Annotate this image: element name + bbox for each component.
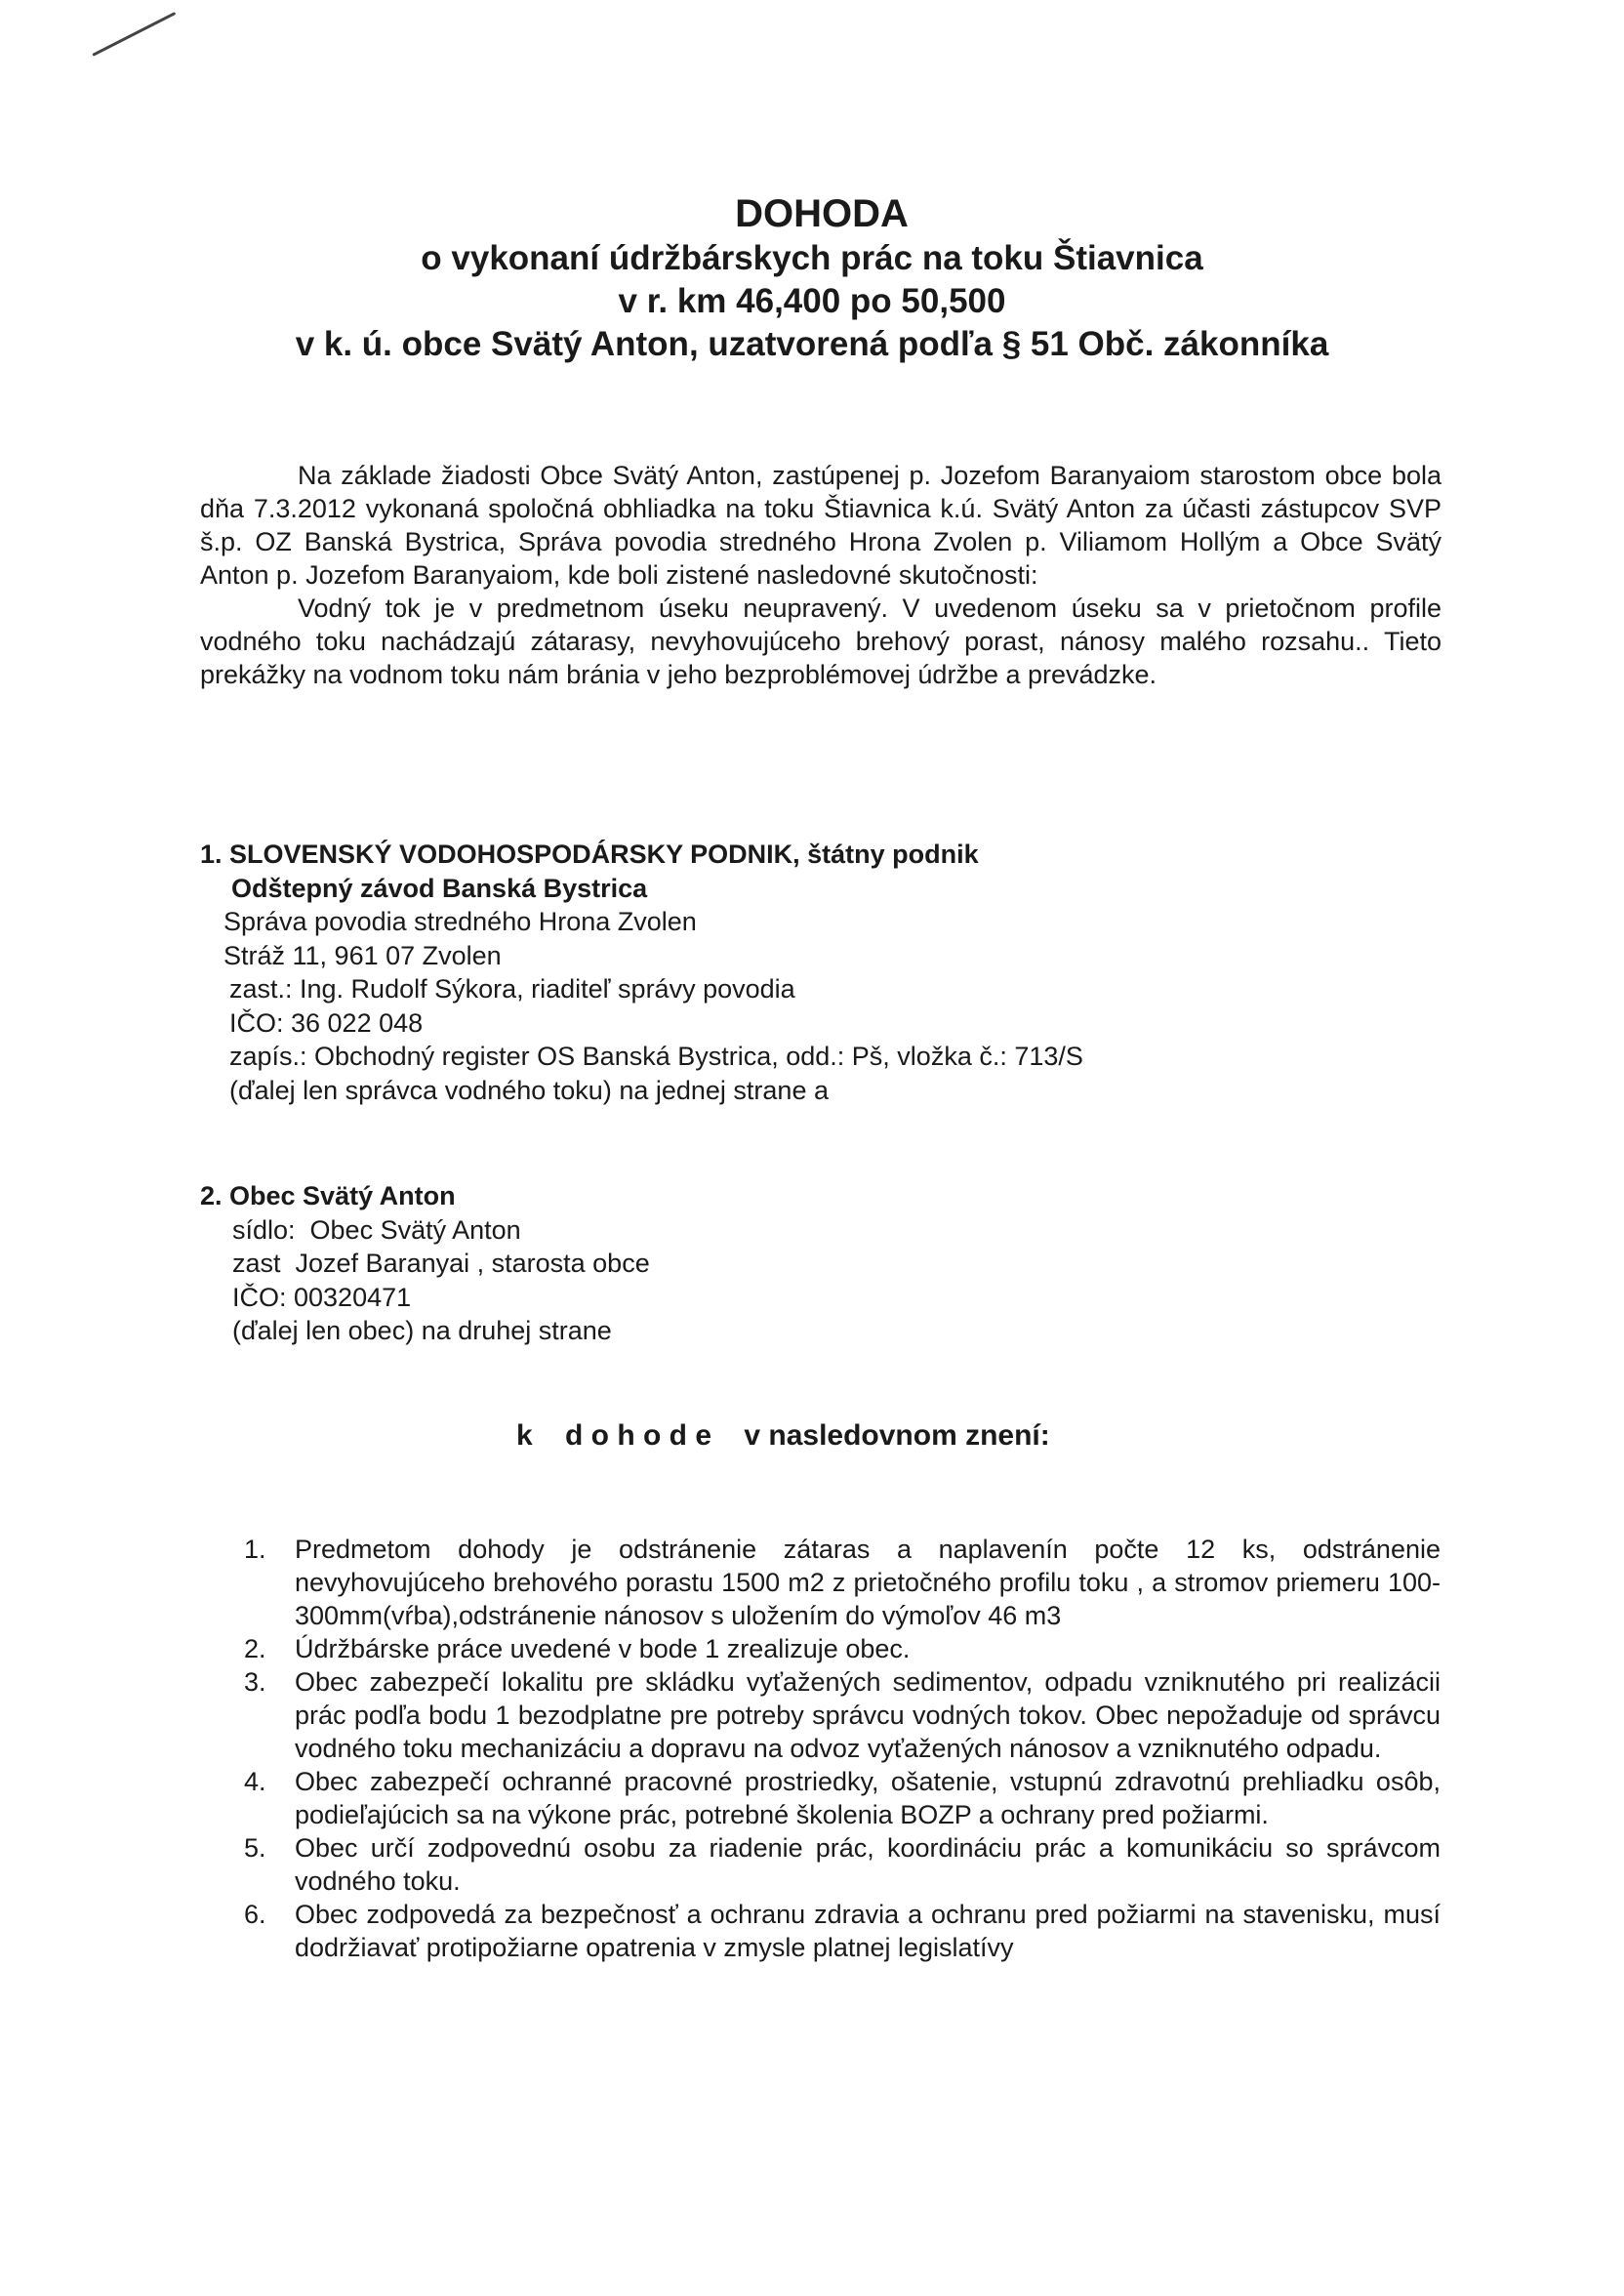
party-2-seat: sídlo: Obec Svätý Anton xyxy=(232,1214,521,1245)
term-item xyxy=(244,1632,1441,1665)
term-item xyxy=(244,1533,1441,1632)
term-item xyxy=(244,1831,1441,1898)
term-text: Údržbárske práce uvedené v bode 1 zrealizuje obec. xyxy=(295,1634,911,1663)
section-heading: k d o h o d e v nasledovnom znení: xyxy=(516,1419,1050,1452)
term-text: Predmetom dohody je odstránenie zátaras a naplavenín počte 12 ks, odstránenie nevyhovujúceho brehového porastu 1500 m2 z prietočného profilu toku , a stromov priemeru 100-300mm(vŕba),odstránenie nánosov s uložením do výmoľov 46 m3 xyxy=(295,1535,1441,1630)
document-subtitle-line-3: v k. ú. obce Svätý Anton, uzatvorená podľa § 51 Obč. zákonníka xyxy=(295,325,1329,363)
term-item xyxy=(244,1898,1441,1964)
document-title: DOHODA xyxy=(735,192,909,235)
term-number: 3. xyxy=(244,1667,266,1697)
party-1-branch: Odštepný závod Banská Bystrica xyxy=(231,873,648,903)
document-subtitle-line-1: o vykonaní údržbárskych prác na toku Štiavnica xyxy=(421,239,1203,277)
term-number: 6. xyxy=(244,1900,266,1929)
party-2-role: (ďalej len obec) na druhej strane xyxy=(232,1316,612,1345)
term-number: 4. xyxy=(244,1767,266,1796)
term-text: Obec zabezpečí lokalitu pre skládku vyťažených sedimentov, odpadu vzniknutého pri realizácii prác podľa bodu 1 bezodplatne pre potreby správcu vodných tokov. Obec nepožaduje od správcu vodného toku mechanizáciu a dopravu na odvoz vyťažených nánosov a vzniknutého odpadu. xyxy=(295,1667,1441,1763)
party-1-role: (ďalej len správca vodného toku) na jednej strane a xyxy=(229,1075,829,1105)
party-1-registration: zapís.: Obchodný register OS Banská Bystrica, odd.: Pš, vložka č.: 713/S xyxy=(229,1042,1083,1071)
term-text: Obec zabezpečí ochranné pracovné prostriedky, ošatenie, vstupnú zdravotnú prehliadku osôb, podieľajúcich sa na výkone prác, potrebné školenia BOZP a ochrany pred požiarmi. xyxy=(295,1767,1441,1829)
party-2-representative: zast Jozef Baranyai , starosta obce xyxy=(232,1249,650,1278)
term-item xyxy=(244,1665,1441,1765)
term-number: 2. xyxy=(244,1634,266,1663)
intro-paragraph-2: Vodný tok je v predmetnom úseku neupravený. V uvedenom úseku sa v prietočnom profile vodného toku nachádzajú zátarasy, nevyhovujúceho brehový porast, nánosy malého rozsahu.. Tieto prekážky na vodnom toku nám bránia v jeho bezproblémovej údržbe a prevádzke. xyxy=(200,594,1441,689)
term-item xyxy=(244,1765,1441,1831)
intro-section xyxy=(200,459,1441,691)
party-1-representative: zast.: Ing. Rudolf Sýkora, riaditeľ správy povodia xyxy=(229,974,795,1004)
term-number: 5. xyxy=(244,1833,266,1863)
party-1-ico: IČO: 36 022 048 xyxy=(229,1007,424,1038)
term-text: Obec zodpovedá za bezpečnosť a ochranu zdravia a ochranu pred požiarmi na stavenisku, musí dodržiavať protipožiarne opatrenia v zmysle platnej legislatívy xyxy=(295,1900,1441,1962)
party-1-office: Správa povodia stredného Hrona Zvolen xyxy=(223,907,697,936)
party-2-heading: 2. Obec Svätý Anton xyxy=(200,1181,456,1210)
term-number: 1. xyxy=(244,1535,266,1564)
party-1-block xyxy=(200,838,1083,1107)
party-2-ico: IČO: 00320471 xyxy=(232,1282,412,1312)
term-text: Obec určí zodpovednú osobu za riadenie prác, koordináciu prác a komunikáciu so správcom vodného toku. xyxy=(295,1833,1441,1896)
party-2-block xyxy=(200,1179,650,1348)
party-1-address: Stráž 11, 961 07 Zvolen xyxy=(223,940,502,970)
intro-paragraph-1: Na základe žiadosti Obce Svätý Anton, zastúpenej p. Jozefom Baranyaiom starostom obce bola dňa 7.3.2012 vykonaná spoločná obhliadka na toku Štiavnica k.ú. Svätý Anton za účasti zástupcov SVP š.p. OZ Banská Bystrica, Správa povodia stredného Hrona Zvolen p. Viliamom Hollým a Obce Svätý Anton p. Jozefom Baranyaiom, kde boli zistené nasledovné skutočnosti: xyxy=(200,461,1441,590)
party-1-heading: 1. SLOVENSKÝ VODOHOSPODÁRSKY PODNIK, štátny podnik xyxy=(200,840,979,869)
terms-list xyxy=(244,1533,1441,1964)
document-subtitle-line-2: v r. km 46,400 po 50,500 xyxy=(618,282,1006,320)
document-title-block xyxy=(0,190,1624,366)
pen-mark xyxy=(92,12,176,57)
